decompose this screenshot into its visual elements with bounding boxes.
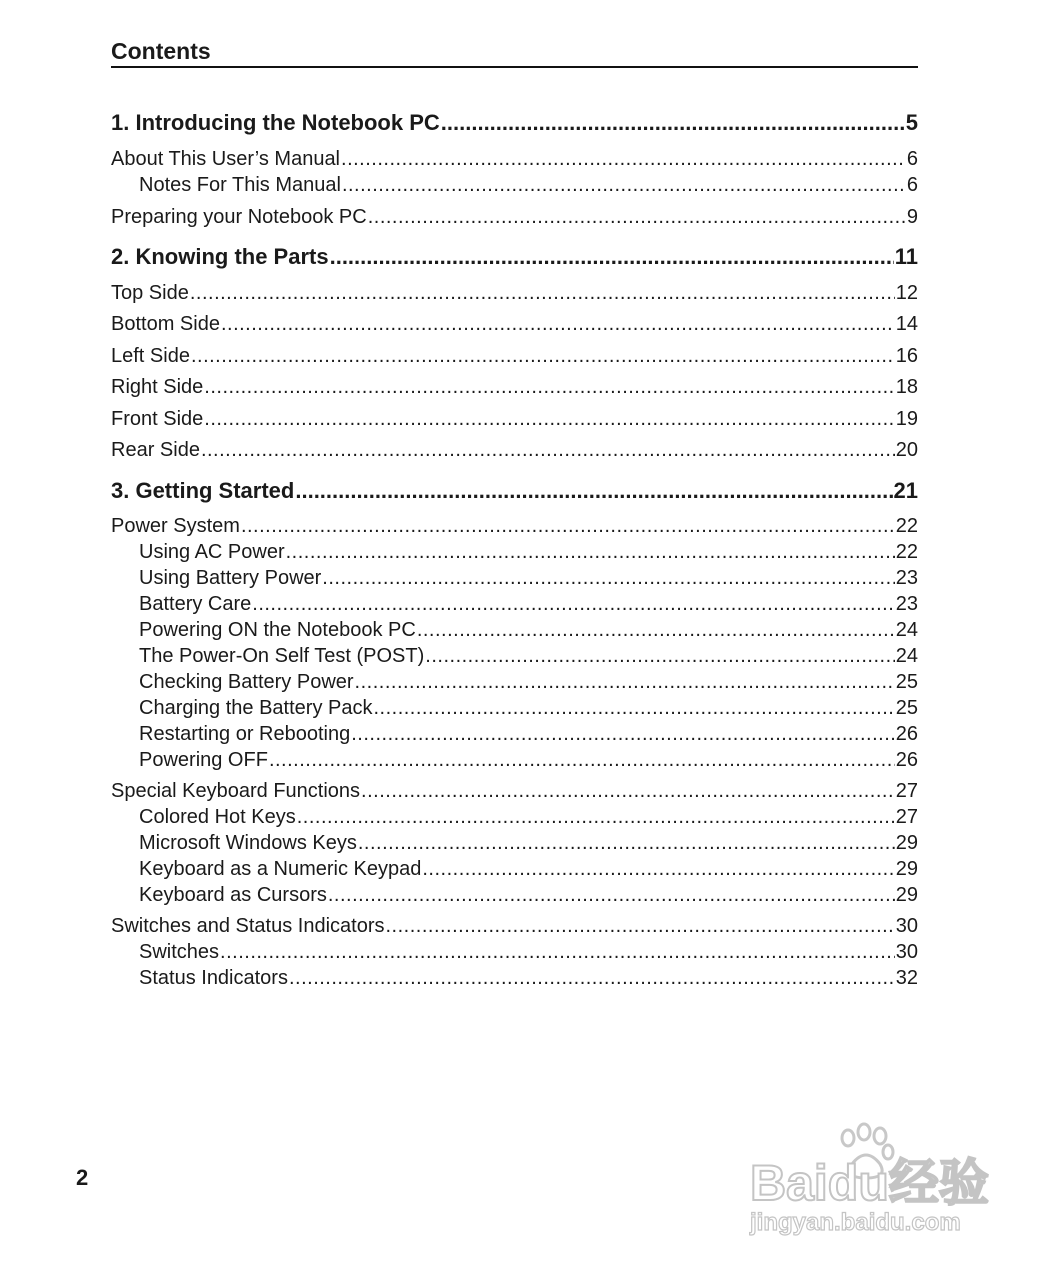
baidu-watermark-logo [748,1120,998,1240]
dot-leader [385,914,894,938]
toc-entry-page: 5 [905,110,918,135]
toc-entry-label: Colored Hot Keys [139,806,296,828]
toc-entry-page: 29 [895,884,918,906]
toc-entry[interactable] [111,375,918,399]
toc-entry-label: Rear Side [111,439,200,461]
toc-entry-page: 29 [895,858,918,880]
dot-leader [252,592,894,616]
toc-entry-page: 16 [895,345,918,367]
dot-leader [289,966,895,990]
dot-leader [355,670,895,694]
toc-entry-page: 32 [895,967,918,989]
dot-leader [241,514,895,538]
toc-entry[interactable] [111,566,918,590]
toc-entry-label: Powering OFF [139,749,268,771]
dot-leader [441,110,905,136]
toc-entry-page: 11 [894,244,918,269]
toc-entry-page: 14 [895,313,918,335]
dot-leader [342,173,906,197]
toc-entry-label: Keyboard as Cursors [139,884,327,906]
dot-leader [297,805,895,829]
toc-entry-page: 12 [895,282,918,304]
toc-entry-label: Using AC Power [139,541,285,563]
toc-entry[interactable] [111,407,918,431]
toc-chapter-entry[interactable] [111,244,918,270]
toc-entry-label: Status Indicators [139,967,288,989]
toc-entry[interactable] [111,438,918,462]
toc-entry-page: 25 [895,697,918,719]
toc-entry-page: 26 [895,749,918,771]
toc-entry-page: 22 [895,541,918,563]
table-of-contents [111,0,918,1000]
toc-entry-label: Bottom Side [111,313,220,335]
toc-entry-label: Power System [111,515,240,537]
toc-entry[interactable] [111,914,918,938]
toc-entry-page: 30 [895,915,918,937]
toc-entry-page: 23 [895,593,918,615]
toc-entry-label: 1. Introducing the Notebook PC [111,110,440,135]
dot-leader [422,857,894,881]
dot-leader [351,722,895,746]
toc-entry[interactable] [111,748,918,772]
toc-entry-page: 22 [895,515,918,537]
toc-entry[interactable] [111,831,918,855]
toc-entry[interactable] [111,966,918,990]
dot-leader [286,540,895,564]
toc-entry-page: 30 [895,941,918,963]
dot-leader [269,748,895,772]
dot-leader [368,205,906,229]
toc-entry-page: 6 [906,148,918,170]
toc-entry-page: 20 [895,439,918,461]
toc-entry-page: 21 [893,478,918,503]
toc-entry[interactable] [111,883,918,907]
dot-leader [322,566,894,590]
toc-entry-page: 25 [895,671,918,693]
toc-entry[interactable] [111,940,918,964]
toc-entry-label: Switches [139,941,220,963]
watermark-brand-text: Baidu经验 [750,1155,989,1211]
toc-entry-label: Using Battery Power [139,567,322,589]
dot-leader [330,244,894,270]
dot-leader [190,281,895,305]
toc-entry[interactable] [111,779,918,803]
toc-entry-label: Battery Care [139,593,252,615]
toc-entry-label: Switches and Status Indicators [111,915,385,937]
toc-entry-page: 26 [895,723,918,745]
page-number: 2 [76,1165,89,1190]
dot-leader [341,147,906,171]
toc-entry[interactable] [111,514,918,538]
toc-entry[interactable] [111,670,918,694]
toc-entry[interactable] [111,696,918,720]
dot-leader [201,438,895,462]
toc-entry[interactable] [111,173,918,197]
dot-leader [204,407,894,431]
toc-entry-label: 3. Getting Started [111,478,295,503]
toc-chapter-entry[interactable] [111,110,918,136]
toc-entry-label: Powering ON the Notebook PC [139,619,416,641]
toc-entry-label: Special Keyboard Functions [111,780,361,802]
toc-entry-label: Notes For This Manual [139,174,341,196]
toc-entry[interactable] [111,281,918,305]
toc-chapter-entry[interactable] [111,478,918,504]
toc-entry-page: 24 [895,645,918,667]
toc-entry-page: 19 [895,408,918,430]
dot-leader [328,883,895,907]
toc-entry[interactable] [111,147,918,171]
toc-entry-label: 2. Knowing the Parts [111,244,329,269]
toc-entry-label: Checking Battery Power [139,671,354,693]
dot-leader [358,831,895,855]
dot-leader [373,696,894,720]
toc-entry-label: Charging the Battery Pack [139,697,373,719]
toc-entry[interactable] [111,722,918,746]
page-title: Contents [111,38,211,64]
toc-entry-page: 9 [906,206,918,228]
toc-entry-page: 27 [895,780,918,802]
toc-entry-label: Restarting or Rebooting [139,723,351,745]
toc-entry-label: Microsoft Windows Keys [139,832,357,854]
toc-entry-label: About This User’s Manual [111,148,341,170]
dot-leader [204,375,894,399]
toc-entry-page: 29 [895,832,918,854]
toc-entry-page: 27 [895,806,918,828]
toc-entry-label: Right Side [111,376,204,398]
toc-entry[interactable] [111,344,918,368]
dot-leader [425,644,894,668]
toc-entry[interactable] [111,644,918,668]
dot-leader [295,478,892,504]
dot-leader [191,344,895,368]
toc-entry-page: 18 [895,376,918,398]
toc-entry[interactable] [111,805,918,829]
toc-entry-page: 6 [906,174,918,196]
toc-entry-label: The Power-On Self Test (POST) [139,645,425,667]
toc-entry-label: Top Side [111,282,189,304]
dot-leader [417,618,895,642]
toc-entry[interactable] [111,312,918,336]
toc-entry-page: 23 [895,567,918,589]
toc-entry-label: Preparing your Notebook PC [111,206,367,228]
watermark-url-text: jingyan.baidu.com [750,1209,961,1236]
dot-leader [221,312,895,336]
toc-entry-label: Keyboard as a Numeric Keypad [139,858,422,880]
toc-entry[interactable] [111,592,918,616]
toc-entry[interactable] [111,857,918,881]
toc-entry-page: 24 [895,619,918,641]
dot-leader [220,940,895,964]
toc-entry-label: Front Side [111,408,204,430]
toc-entry[interactable] [111,205,918,229]
toc-entry-label: Left Side [111,345,190,367]
dot-leader [361,779,895,803]
toc-entry[interactable] [111,540,918,564]
toc-entry[interactable] [111,618,918,642]
